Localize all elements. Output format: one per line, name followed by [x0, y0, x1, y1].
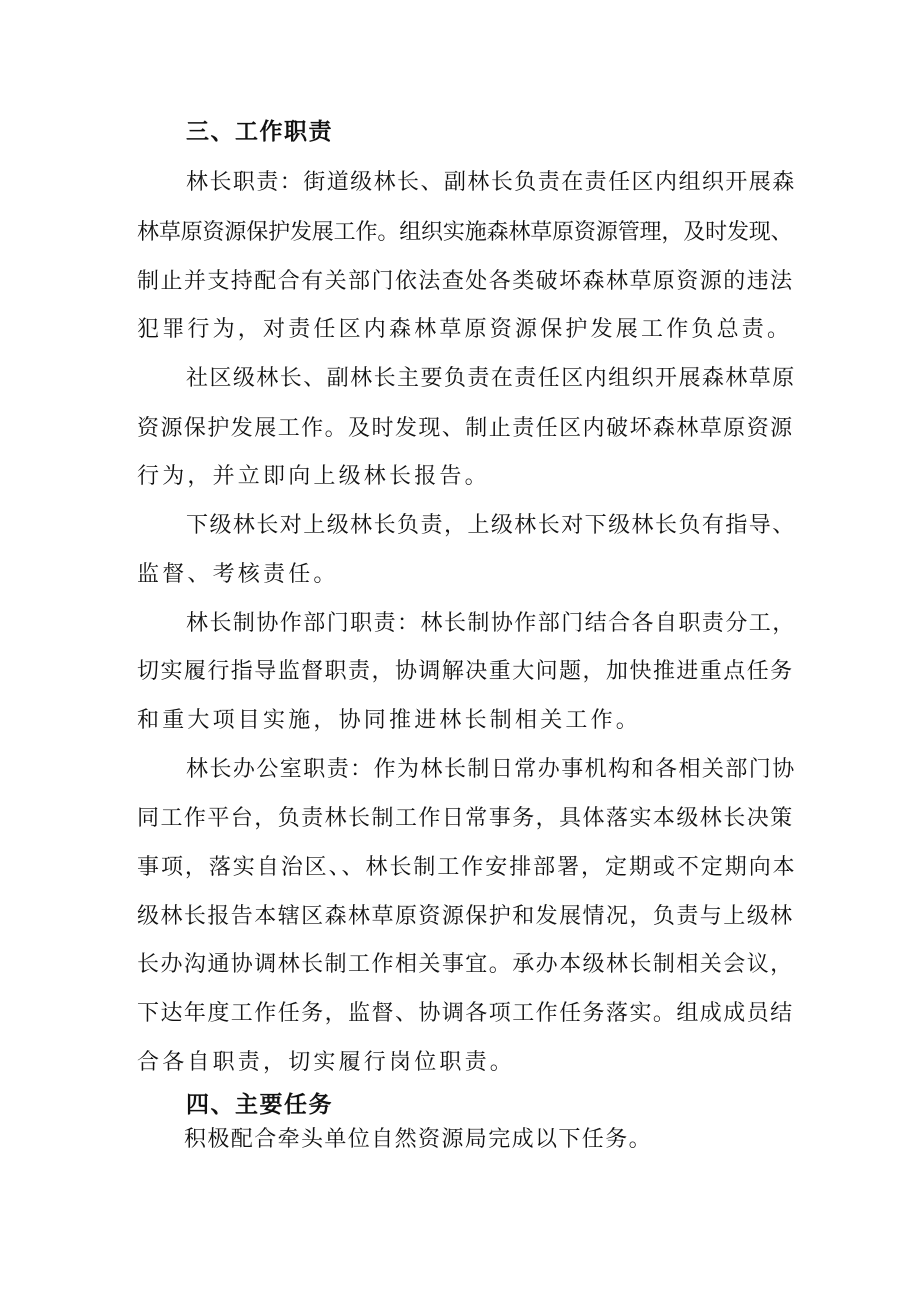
- section-heading-duties: 三、工作职责: [186, 119, 333, 145]
- paragraph-community-chief-line-1: 社区级林长、副林长主要负责在责任区内组织开展森林草原: [186, 366, 796, 391]
- paragraph-cooperating-departments-line-3: 和重大项目实施，协同推进林长制相关工作。: [137, 708, 642, 733]
- paragraph-office-duties-line-4: 级林长报告本辖区森林草原资源保护和发展情况，负责与上级林: [137, 904, 794, 929]
- paragraph-hierarchy-line-1: 下级林长对上级林长负责，上级林长对下级林长负有指导、: [186, 513, 796, 538]
- paragraph-office-duties-line-7: 合各自职责，切实履行岗位职责。: [137, 1050, 516, 1075]
- paragraph-community-chief-line-3: 行为，并立即向上级林长报告。: [137, 464, 490, 489]
- paragraph-office-duties-line-3: 事项，落实自治区、、林长制工作安排部署，定期或不定期向本: [137, 855, 797, 880]
- paragraph-office-duties-line-5: 长办沟通协调林长制工作相关事宜。承办本级林长制相关会议，: [137, 952, 794, 977]
- paragraph-cooperating-departments-line-1: 林长制协作部门职责：林长制协作部门结合各自职责分工，: [186, 611, 796, 636]
- paragraph-cooperating-departments-line-2: 切实履行指导监督职责，协调解决重大问题，加快推进重点任务: [137, 659, 794, 684]
- paragraph-office-duties-line-1: 林长办公室职责：作为林长制日常办事机构和各相关部门协: [186, 757, 796, 782]
- paragraph-hierarchy-line-2: 监督、考核责任。: [137, 562, 339, 587]
- paragraph-community-chief-line-2: 资源保护发展工作。及时发现、制止责任区内破坏森林草原资源: [137, 416, 794, 441]
- paragraph-forest-chief-duties-line-3: 制止并支持配合有关部门依法查处各类破坏森林草原资源的违法: [137, 269, 794, 294]
- paragraph-office-duties-line-2: 同工作平台，负责林长制工作日常事务，具体落实本级林长决策: [137, 806, 794, 831]
- section-main-tasks-intro: 积极配合牵头单位自然资源局完成以下任务。: [184, 1127, 653, 1152]
- paragraph-forest-chief-duties-line-2: 林草原资源保护发展工作。组织实施森林草原资源管理，及时发现、: [137, 220, 793, 245]
- paragraph-office-duties-line-6: 下达年度工作任务，监督、协调各项工作任务落实。组成成员结: [137, 1001, 794, 1026]
- paragraph-forest-chief-duties-line-1: 林长职责：街道级林长、副林长负责在责任区内组织开展森: [186, 170, 796, 195]
- paragraph-forest-chief-duties-line-4: 犯罪行为，对责任区内森林草原资源保护发展工作负总责。: [137, 317, 793, 342]
- section-heading-main-tasks: 四、主要任务: [186, 1092, 333, 1118]
